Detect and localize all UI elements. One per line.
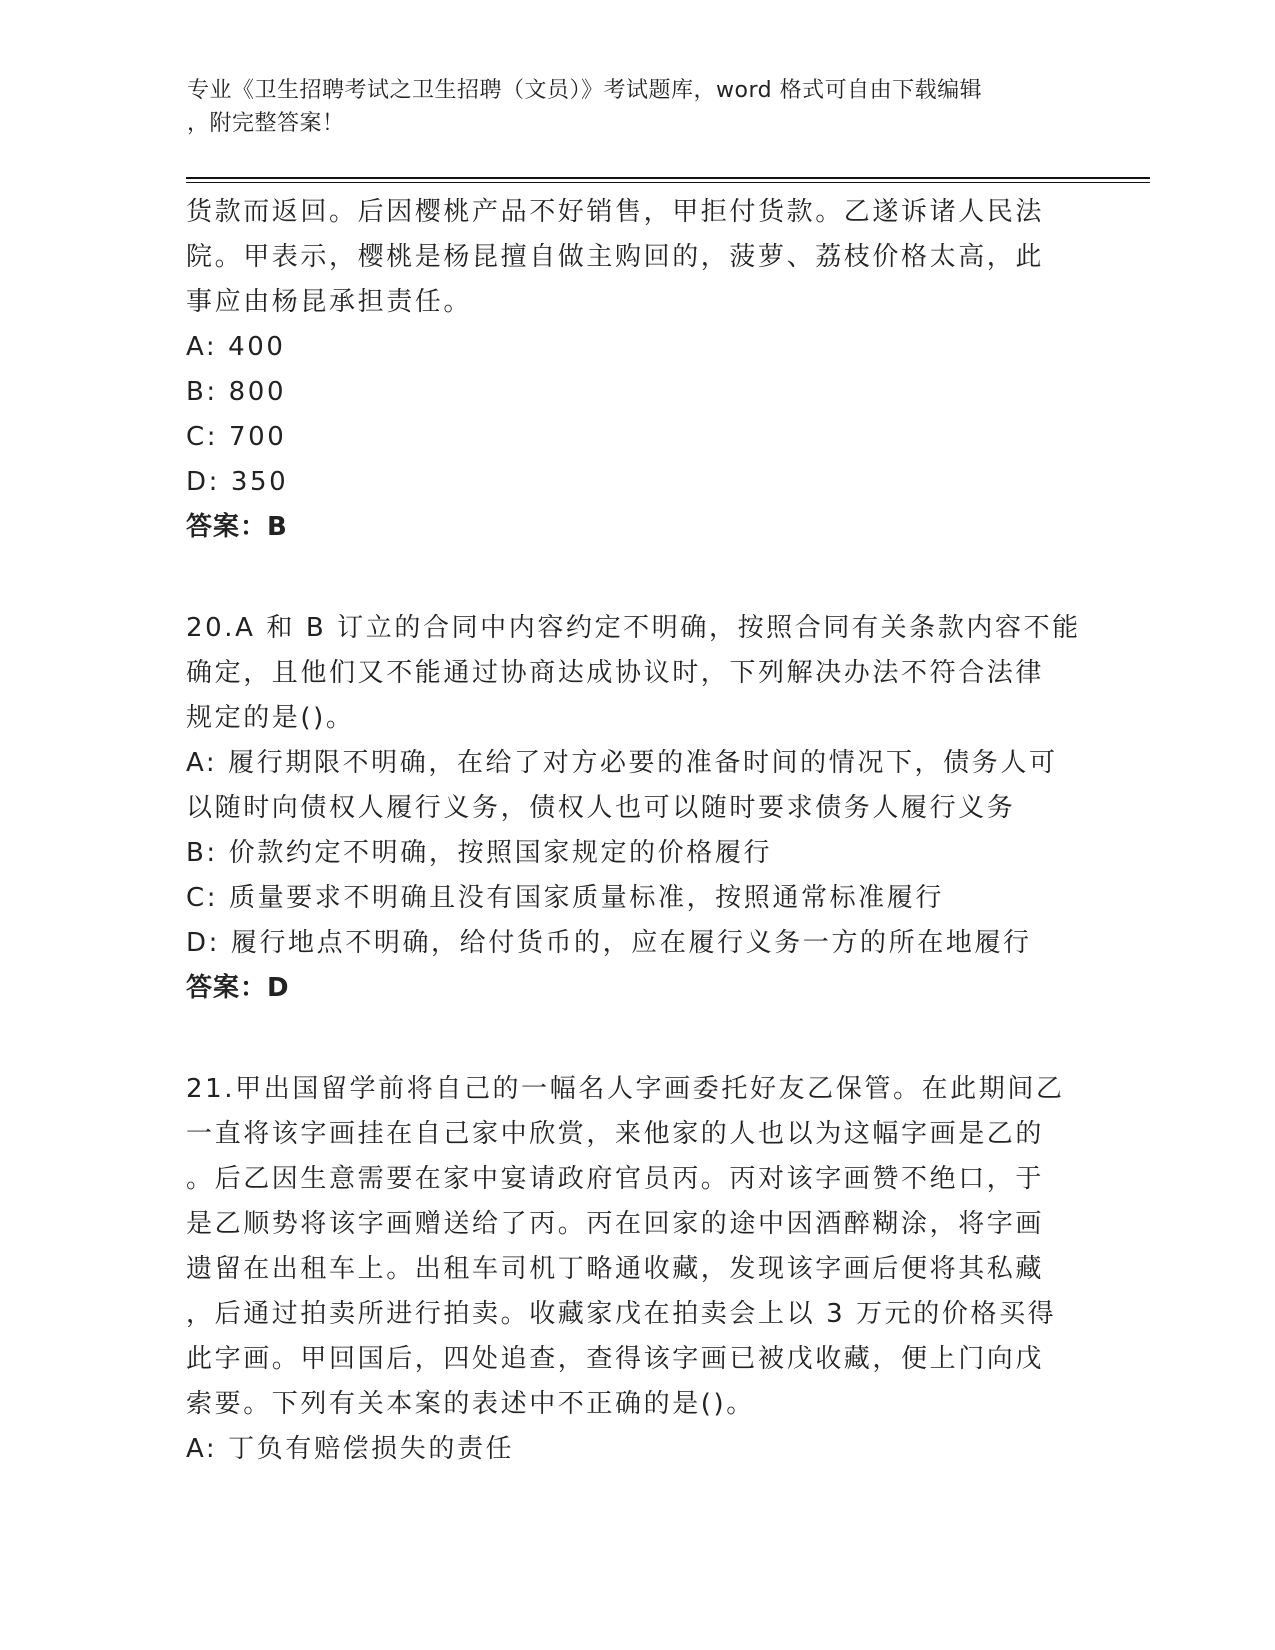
- question-content: [186, 190, 1086, 1472]
- question-stem-line: 。后乙因生意需要在家中宴请政府官员丙。丙对该字画赞不绝口，于: [186, 1164, 1045, 1194]
- question-stem-line: 索要。下列有关本案的表述中不正确的是()。: [186, 1389, 755, 1419]
- spacer: [186, 1011, 1086, 1067]
- question-20: [186, 606, 1086, 1011]
- question-stem-line: 院。甲表示，樱桃是杨昆擅自做主购回的，菠萝、荔枝价格太高，此: [186, 242, 1045, 272]
- header-line-1: 专业《卫生招聘考试之卫生招聘（文员）》考试题库，word 格式可自由下载编辑: [187, 78, 983, 103]
- question-stem-line: 是乙顺势将该字画赠送给了丙。丙在回家的途中因酒醉糊涂，将字画: [186, 1209, 1045, 1239]
- question-stem-line: ，后通过拍卖所进行拍卖。收藏家戊在拍卖会上以 3 万元的价格买得: [186, 1299, 1057, 1329]
- option-b: B: 800: [186, 377, 287, 407]
- option-b: B: 价款约定不明确，按照国家规定的价格履行: [186, 838, 773, 868]
- question-21: [186, 1067, 1086, 1472]
- header-divider-thin: [186, 182, 1150, 183]
- option-a-continued: 以随时向债权人履行义务，债权人也可以随时要求债务人履行义务: [186, 793, 1016, 823]
- option-a: A: 丁负有赔偿损失的责任: [186, 1434, 515, 1464]
- question-stem-line: 21.甲出国留学前将自己的一幅名人字画委托好友乙保管。在此期间乙: [186, 1074, 1065, 1104]
- option-c: C: 700: [186, 422, 287, 452]
- header-line-2: ，附完整答案！: [187, 111, 345, 136]
- question-stem-line: 规定的是()。: [186, 703, 355, 733]
- question-stem-line: 20.A 和 B 订立的合同中内容约定不明确，按照合同有关条款内容不能: [186, 613, 1081, 643]
- option-c: C: 质量要求不明确且没有国家质量标准，按照通常标准履行: [186, 883, 944, 913]
- page-header: [187, 74, 1067, 140]
- spacer: [186, 550, 1086, 606]
- question-stem-line: 确定，且他们又不能通过协商达成协议时，下列解决办法不符合法律: [186, 658, 1045, 688]
- option-d: D: 350: [186, 467, 289, 497]
- question-19: [186, 190, 1086, 550]
- answer-line: 答案：B: [186, 512, 288, 542]
- option-a: A: 400: [186, 332, 286, 362]
- answer-line: 答案：D: [186, 973, 290, 1003]
- question-stem-line: 货款而返回。后因樱桃产品不好销售，甲拒付货款。乙遂诉诸人民法: [186, 197, 1045, 227]
- question-stem-line: 事应由杨昆承担责任。: [186, 287, 473, 317]
- question-stem-line: 此字画。甲回国后，四处追查，查得该字画已被戊收藏，便上门向戊: [186, 1344, 1045, 1374]
- question-stem-line: 一直将该字画挂在自己家中欣赏，来他家的人也以为这幅字画是乙的: [186, 1119, 1045, 1149]
- question-stem-line: 遗留在出租车上。出租车司机丁略通收藏，发现该字画后便将其私藏: [186, 1254, 1045, 1284]
- option-a: A: 履行期限不明确，在给了对方必要的准备时间的情况下，债务人可: [186, 748, 1058, 778]
- header-divider-thick: [186, 177, 1150, 179]
- option-d: D: 履行地点不明确，给付货币的，应在履行义务一方的所在地履行: [186, 928, 1032, 958]
